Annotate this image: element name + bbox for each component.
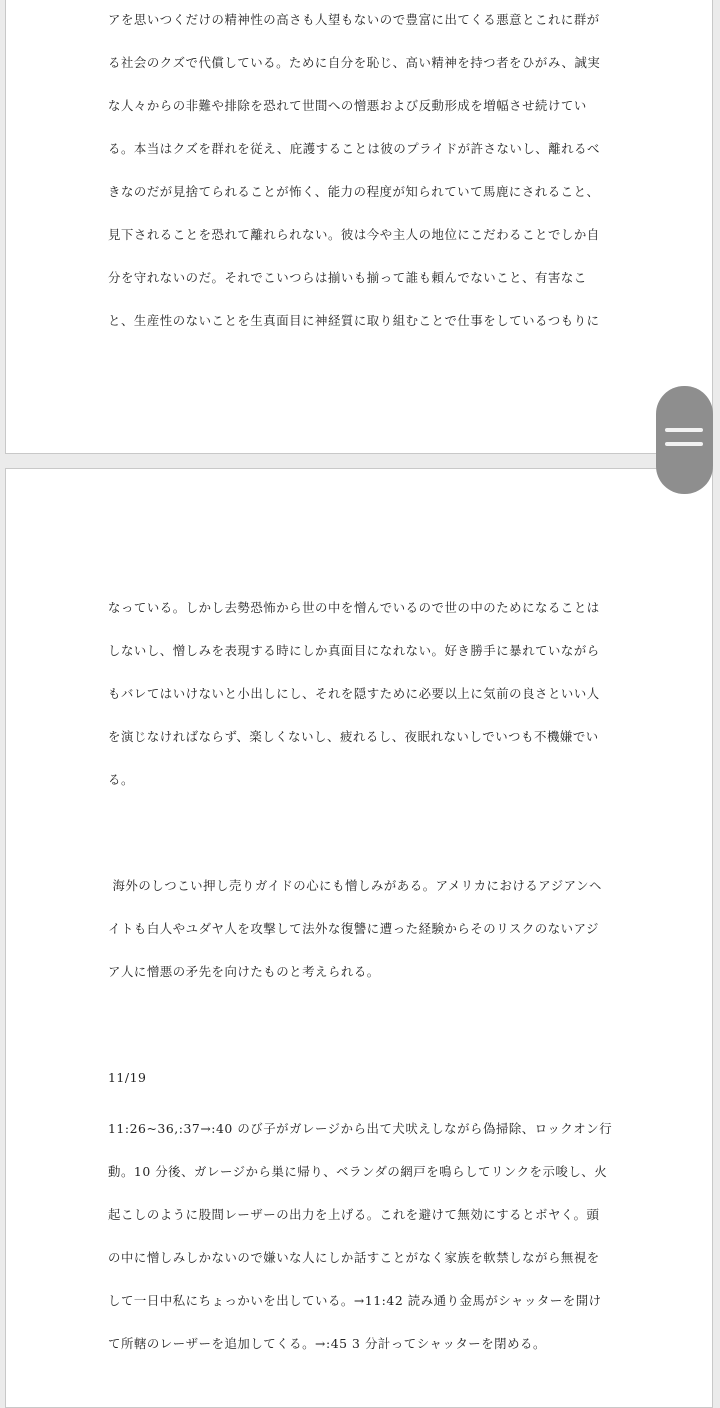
scroll-handle[interactable] bbox=[656, 386, 713, 494]
text-line: 11:26~36,:37→:40 のび子がガレージから出て犬吠えしながら偽掃除、ロックオン行 bbox=[108, 1121, 613, 1136]
text-line: アを思いつくだけの精神性の高さも人望もないので豊富に出てくる悪意とこれに群が bbox=[108, 12, 600, 27]
text-line: 見下されることを恐れて離れられない。彼は今や主人の地位にこだわることでしか自 bbox=[108, 227, 600, 242]
document-page-2 bbox=[5, 468, 713, 1408]
text-line: ア人に憎悪の矛先を向けたものと考えられる。 bbox=[108, 964, 380, 979]
text-line: 分を守れないのだ。それでこいつらは揃いも揃って誰も頼んでないこと、有害なこ bbox=[108, 270, 587, 285]
text-line: 動。10 分後、ガレージから巣に帰り、ベランダの網戸を鳴らしてリンクを示唆し、火 bbox=[108, 1164, 608, 1179]
text-line: と、生産性のないことを生真面目に神経質に取り組むことで仕事をしているつもりに bbox=[108, 313, 600, 328]
text-line: る社会のクズで代償している。ために自分を恥じ、高い精神を持つ者をひがみ、誠実 bbox=[108, 55, 601, 70]
text-line: なっている。しかし去勢恐怖から世の中を憎んでいるので世の中のためになることは bbox=[108, 600, 600, 615]
text-line: て所轄のレーザーを追加してくる。→:45 3 分計ってシャッターを閉める。 bbox=[108, 1336, 546, 1351]
text-line: きなのだが見捨てられることが怖く、能力の程度が知られていて馬鹿にされること、 bbox=[108, 184, 600, 199]
text-line: 海外のしつこい押し売りガイドの心にも憎しみがある。アメリカにおけるアジアンヘ bbox=[108, 878, 602, 893]
text-line: る。本当はクズを群れを従え、庇護することは彼のプライドが許さないし、離れるべ bbox=[108, 141, 600, 156]
text-line: しないし、憎しみを表現する時にしか真面目になれない。好き勝手に暴れていながら bbox=[108, 643, 600, 658]
text-line: 起こしのように股間レーザーの出力を上げる。これを避けて無効にするとボヤく。頭 bbox=[108, 1207, 600, 1222]
text-line: を演じなければならず、楽しくないし、疲れるし、夜眠れないしでいつも不機嫌でい bbox=[108, 729, 599, 744]
text-line: る。 bbox=[108, 772, 134, 787]
document-page-1 bbox=[5, 0, 713, 454]
text-line: イトも白人やユダヤ人を攻撃して法外な復讐に遭った経験からそのリスクのないアジ bbox=[108, 921, 599, 936]
text-line: の中に憎しみしかないので嫌いな人にしか話すことがなく家族を軟禁しながら無視を bbox=[108, 1250, 600, 1265]
text-line: して一日中私にちょっかいを出している。→11:42 読み通り金馬がシャッターを開け bbox=[108, 1293, 602, 1308]
text-line: な人々からの非難や排除を恐れて世間への憎悪および反動形成を増幅させ続けてい bbox=[108, 98, 587, 113]
date-heading: 11/19 bbox=[108, 1070, 147, 1085]
text-line: もバレてはいけないと小出しにし、それを隠すために必要以上に気前の良さといい人 bbox=[108, 686, 600, 701]
